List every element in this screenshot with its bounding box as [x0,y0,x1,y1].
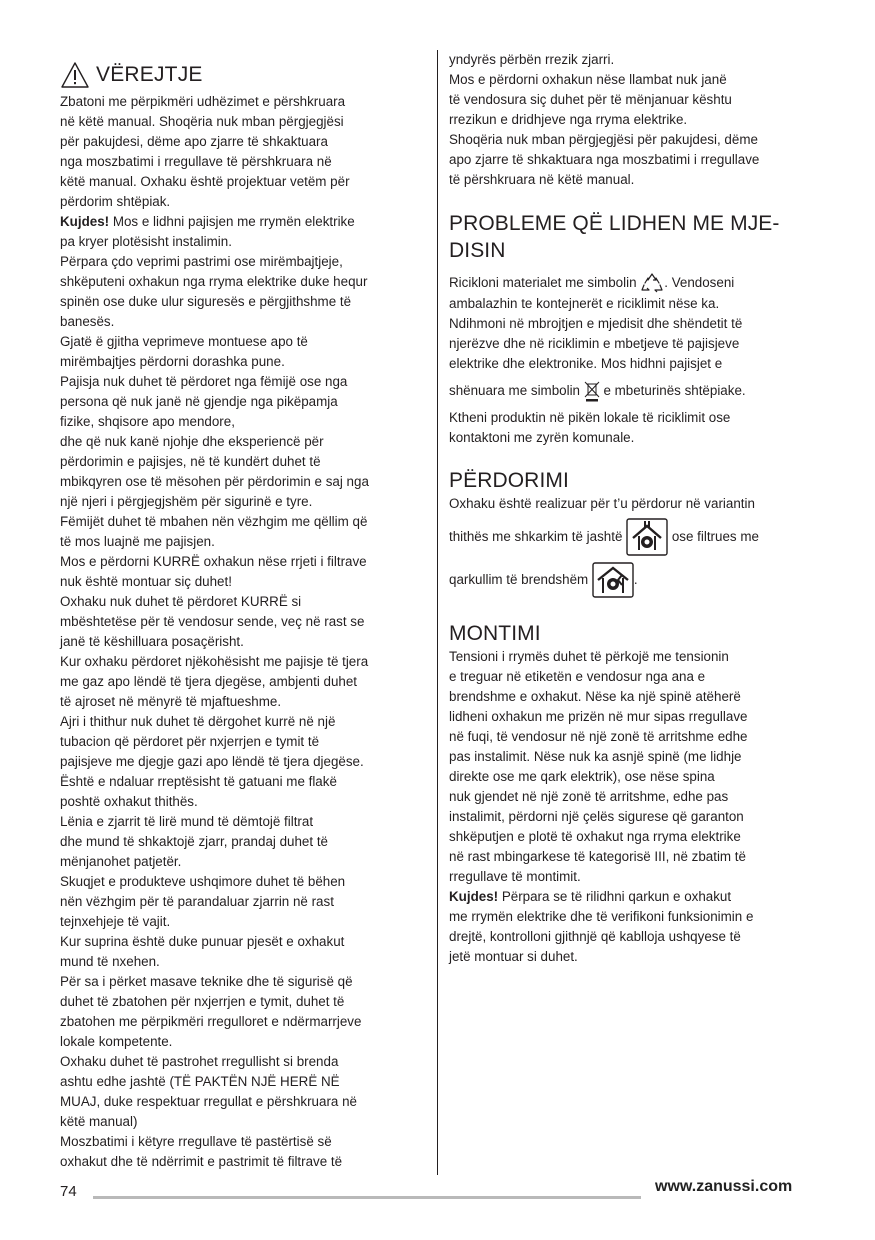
mounting-caution-label: Kujdes! [449,889,499,904]
warning-lines2-line: mirëmbajtjes përdorni dorashka pune. [60,354,285,369]
warning-lines2-line: nuk është montuar siç duhet! [60,574,232,589]
environment-line-4: njerëzve dhe në riciklimin e mbetjeve të pajisjeve [449,336,740,352]
warning-lines2-line: Skuqjet e produkteve ushqimore duhet të bëhen [60,874,346,889]
caution-text: Mos e lidhni pajisjen me rrymën elektrike [109,214,355,229]
mounting-caution-text: Përpara se të rilidhni qarkun e oxhakut [498,889,732,904]
warning-lines2-line: përdorimin e pajisjes, në të kundërt duhet të [60,454,321,469]
warning-lines2-line: oxhakut dhe të ndërrimit e pastrimit të filtrave të [60,1154,343,1169]
usage-line-2b: ose filtrues me [668,529,759,544]
warning-lines2-line: të mos luajnë me pajisjen. [60,534,215,549]
environment-line-8: kontaktoni me zyrën komunale. [449,430,635,446]
warning-lines2-line: Për sa i përket masave teknike dhe të sigurisë që [60,974,353,989]
usage-line-2a: thithës me shkarkim të jashtë [449,529,627,544]
environment-line-5: elektrike dhe elektronike. Mos hidhni pajisjet e [449,356,723,372]
warning-lines2-line: janë të këshilluara posaçërisht. [60,634,244,649]
environment-line-6 [449,374,819,408]
warning-lines2-line: këtë manual) [60,1114,138,1129]
warning-lines2-line: mund të nxehen. [60,954,160,969]
website-url: www.zanussi.com [655,1178,793,1195]
warning-lines2-line: shkëputeni oxhakun nga rryma elektrike duke hequr [60,274,368,289]
mounting-text [449,647,819,887]
environment-line-6a: shënuara me simbolin [449,383,584,399]
caution-label: Kujdes! [60,214,110,229]
warning-lines2-line: Lënia e zjarrit të lirë mund të dëmtojë filtrat [60,814,314,829]
warning-lines2-line: dhe mund të shkaktojë zjarr, prandaj duhet të [60,834,328,849]
warning-text-continued [60,232,430,1172]
mounting-lines2-line: me rrymën elektrike dhe të verifikoni funksionimin e [449,909,754,924]
mounting-lines-line: rregullave të montimit. [449,869,581,884]
environment-title [449,210,819,264]
mounting-lines-line: lidheni oxhakun me prizën në mur sipas rregullave [449,709,748,724]
right_top_lines-line: Mos e përdorni oxhakun nëse llambat nuk janë [449,72,727,87]
mounting-lines-line: në rast mbingarkese të kategorisë III, në zbatim të [449,849,746,864]
warning-lines-line: nga moszbatimi i rregullave të përshkruara në [60,154,332,169]
mounting-lines-line: shkëputjen e plotë të oxhakut nga rryma elektrike [449,829,741,844]
warning-text-end [449,50,819,190]
warning-lines2-line: Përpara çdo veprimi pastrimi ose mirëmbajtjeje, [60,254,343,269]
right_top_lines-line: yndyrës përbën rrezik zjarri. [449,52,615,67]
warning-lines2-line: Gjatë ë gjitha veprimeve montuese apo të [60,334,308,349]
warning-lines2-line: pajisjeve me djegje gazi apo lëndë të tjera djegëse. [60,754,364,769]
warning-title: VËREJTJE [96,63,203,86]
warning-lines2-line: banesës. [60,314,115,329]
environment-line-1a: Ricikloni materialet me simbolin [449,275,641,290]
mounting-lines2-line: drejtë, kontrolloni gjithnjë që kablloja ushqyese të [449,929,741,944]
right_top_lines-line: Shoqëria nuk mban përgjegjësi për pakujdesi, dëme [449,132,758,147]
mounting-lines-line: nuk gjendet në një zonë të arritshme, edhe pas [449,789,729,804]
warning-lines2-line: spinën ose duke ulur siguresës e përgjithshme të [60,294,352,309]
usage-title: PËRDORIMI [449,469,569,492]
warning-lines2-line: zbatohen me përpikmëri rregulloret e ndërmarrjeve [60,1014,362,1029]
environment-line-1 [449,272,819,294]
mounting-caution-line [449,887,819,907]
usage-line-3 [449,560,819,600]
warning-lines2-line: duhet të zbatohen për nxjerrjen e tymit, duhet të [60,994,345,1009]
warning-lines2-line: ashtu edhe jashtë (TË PAKTËN NJË HERË NË [60,1074,340,1089]
right_top_lines-line: të vendosura siç duhet për të mënjanuar kështu [449,92,732,107]
warning-lines-line: për pakujdesi, dëme apo zjarre të shkaktuara [60,134,328,149]
crossed-bin-icon [584,381,600,403]
warning-lines2-line: pa kryer plotësisht instalimin. [60,234,232,249]
warning-text [60,92,430,212]
warning-lines2-line: persona që nuk janë në gjendje nga pikëpamja [60,394,338,409]
warning-lines2-line: me gaz apo lëndë të tjera djegëse, ambjenti duhet [60,674,358,689]
warning-lines2-line: poshtë oxhakut thithës. [60,794,198,809]
warning-lines2-line: dhe që nuk kanë njohje dhe eksperiencë për [60,434,324,449]
environment-section [449,210,819,448]
warning-lines2-line: fizike, shqisore apo mendore, [60,414,235,429]
extraction-mode-icon [626,518,668,556]
warning-lines2-line: mbikqyren ose të mësohen për përdorimin e saj nga [60,474,369,489]
mounting-lines-line: e treguar në etiketën e vendosur nga ana e [449,669,706,684]
environment-line-3: Ndihmoni në mbrojtjen e mjedisit dhe shëndetit të [449,316,743,332]
usage-line-3a: qarkullim të brendshëm [449,572,592,587]
warning-lines2-line: tubacion që përdoret për nxjerrjen e tymit të [60,734,320,749]
recycle-icon [640,272,664,294]
warning-lines2-line: mënjanohet patjetër. [60,854,182,869]
warning-lines2-line: Kur oxhaku përdoret njëkohësisht me pajisje të tjera [60,654,369,669]
warning-triangle-icon [60,61,90,89]
mounting-lines-line: pas instalimit. Nëse nuk ka asnjë spinë (me lidhje [449,749,742,764]
warning-lines-line: përdorim shtëpiak. [60,194,171,209]
mounting-lines-line: Tensioni i rrymës duhet të përkojë me tensionin [449,649,729,664]
warning-lines2-line: Ajri i thithur nuk duhet të dërgohet kurrë në një [60,714,336,729]
warning-lines2-line: të ajroset në mënyrë të mjaftueshme. [60,694,282,709]
environment-line-1b: . Vendoseni [664,275,735,290]
usage-line-3b: . [633,572,638,587]
mounting-lines-line: në fuqi, të vendosur në një zonë të arritshme edhe [449,729,748,744]
warning-lines2-line: MUAJ, duke respektuar rregullat e përshkruara në [60,1094,357,1109]
right_top_lines-line: të përshkruara në këtë manual. [449,172,635,187]
warning-lines2-line: Moszbatimi i këtyre rregullave të pastërtisë së [60,1134,332,1149]
right_top_lines-line: rrezikun e dridhjeve nga rryma elektrike. [449,112,688,127]
warning-lines2-line: Oxhaku duhet të pastrohet rregullisht si brenda [60,1054,339,1069]
environment-line-6b: e mbeturinës shtëpiake. [599,383,746,399]
warning-lines-line: këtë manual. Oxhaku është projektuar vetëm për [60,174,350,189]
mounting-lines-line: brendshme e oxhakut. Nëse ka një spinë atëherë [449,689,741,704]
warning-heading [60,58,430,92]
warning-lines2-line: Pajisja nuk duhet të përdoret nga fëmijë ose nga [60,374,348,389]
warning-lines2-line: Kur suprina është duke punuar pjesët e oxhakut [60,934,345,949]
environment-title-line-1: PROBLEME QË LIDHEN ME MJE- [449,212,780,235]
left-column [60,58,430,1172]
mounting-lines2-line: jetë montuar si duhet. [449,949,578,964]
warning-lines2-line: Fëmijët duhet të mbahen nën vëzhgim me qëllim që [60,514,368,529]
right_top_lines-line: apo zjarre të shkaktuara nga moszbatimi i rregullave [449,152,760,167]
warning-lines-line: në këtë manual. Shoqëria nuk mban përgjegjësi [60,114,344,129]
warning-lines2-line: lokale kompetente. [60,1034,173,1049]
page-number: 74 [60,1183,77,1200]
warning-lines2-line: një njeri i përgjegjshëm për sigurinë e tyre. [60,494,313,509]
warning-lines2-line: Është e ndaluar rreptësisht të gatuani me flakë [60,774,337,789]
right-column [449,50,819,964]
usage-line-1: Oxhaku është realizuar për t’u përdorur në variantin [449,496,755,511]
warning-lines2-line: mbështetëse për të vendosur sende, veç në rast se [60,614,365,629]
environment-line-2: ambalazhin te kontejnerët e riciklimit nëse ka. [449,296,720,312]
warning-lines2-line: nën vëzhgim për të parandaluar zjarrin në rast [60,894,334,909]
warning-lines2-line: tejnxehjeje të vajit. [60,914,171,929]
mounting-section [449,620,819,967]
warning-lines2-line: Mos e përdorni KURRË oxhakun nëse rrjeti i filtrave [60,554,367,569]
mounting-lines-line: instalimit, përdorni një çelës sigurese që garanton [449,809,744,824]
usage-line-2 [449,514,819,560]
recirculation-mode-icon [592,562,634,598]
warning-lines-line: Zbatoni me përpikmëri udhëzimet e përshkruara [60,94,346,109]
environment-title-line-2: DISIN [449,239,506,262]
mounting-lines-line: direkte ose me qark elektrik), ose nëse spina [449,769,715,784]
warning-lines2-line: Oxhaku nuk duhet të përdoret KURRË si [60,594,302,609]
environment-line-7: Ktheni produktin në pikën lokale të riciklimit ose [449,410,731,426]
footer-rule [93,1196,641,1199]
warning-body [60,92,430,1172]
mounting-text-continued [449,907,819,967]
warning-caution-line [60,212,430,232]
mounting-title: MONTIMI [449,622,541,645]
column-divider [437,50,438,1175]
usage-section [449,467,819,600]
